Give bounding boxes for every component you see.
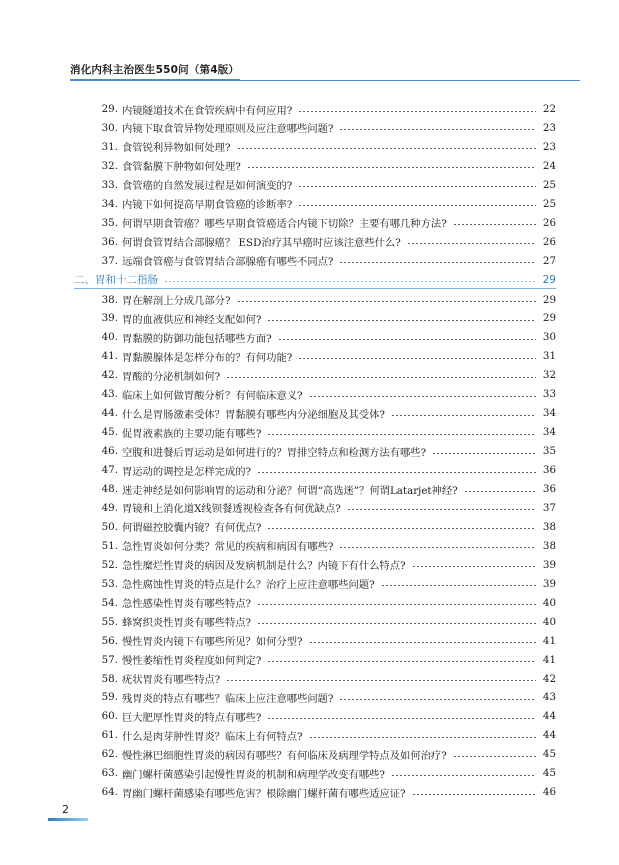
toc-leader-dots [298, 186, 536, 187]
toc-leader-dots [347, 509, 536, 510]
toc-entry-page: 44 [542, 729, 556, 742]
toc-entry-page: 36 [542, 483, 556, 495]
toc-leader-dots [267, 434, 536, 435]
toc-entry-number: 60. [101, 710, 118, 723]
toc-entry-title: 胃的血液供应和神经支配如何? [122, 313, 262, 326]
toc-entry-number: 36. [101, 235, 118, 248]
page-number: 2 [62, 803, 69, 816]
toc-entry-title: 巨大肥厚性胃炎的特点有哪些? [122, 711, 262, 724]
toc-entry-title: 何谓食管胃结合部腺癌？ ESD治疗其早癌时应该注意些什么? [122, 237, 401, 250]
toc-leader-dots [309, 396, 536, 397]
toc-entry-title: 食管癌的自然发展过程是如何演变的? [122, 180, 293, 193]
toc-entry-number: 45. [101, 426, 118, 439]
toc-leader-dots [391, 415, 536, 416]
toc-leader-dots [257, 604, 536, 605]
toc-entry-title: 临床上如何做胃酸分析？有何临床意义? [122, 389, 303, 402]
toc-entry[interactable] [88, 518, 556, 536]
toc-entry-number: 59. [101, 691, 118, 704]
toc-entry-title: 何谓早期食管癌？哪些早期食管癌适合内镜下切除？主要有哪几种方法? [122, 218, 447, 231]
toc-leader-dots [257, 472, 536, 473]
toc-entry-page: 26 [542, 235, 556, 248]
toc-leader-dots [267, 661, 536, 662]
toc-entry-number: 46. [101, 445, 118, 458]
toc-entry[interactable] [88, 366, 556, 384]
toc-entry-number: 62. [101, 748, 118, 761]
toc-entry-number: 41. [101, 350, 118, 363]
toc-entry-title: 胃酸的分泌机制如何? [122, 370, 221, 383]
toc-entry[interactable] [88, 707, 556, 725]
toc-entry-page: 39 [542, 577, 556, 590]
toc-entry-page: 44 [542, 710, 556, 723]
toc-entry-title: 促胃液素族的主要功能有哪些? [122, 427, 262, 440]
toc-leader-dots [278, 339, 536, 340]
toc-entry[interactable] [88, 119, 556, 137]
toc-entry[interactable] [88, 385, 556, 403]
toc-entry-page: 26 [542, 216, 556, 229]
toc-entry-number: 39. [101, 312, 118, 325]
toc-entry-page: 34 [542, 407, 556, 420]
toc-leader-dots [432, 453, 536, 454]
toc-entry-page: 31 [542, 350, 556, 363]
toc-entry-number: 34. [101, 197, 118, 210]
toc-entry-title: 胃镜和上消化道X线钡餐透视检查各有何优缺点? [122, 503, 341, 516]
toc-entry-title: 内镜隧道技术在食管疾病中有何应用? [122, 104, 293, 117]
toc-leader-dots [309, 737, 536, 738]
section-underline [74, 288, 556, 289]
section-title: 二、胃和十二指肠 [74, 274, 158, 287]
toc-entry-page: 29 [542, 312, 556, 325]
toc-entry-page: 34 [542, 426, 556, 439]
toc-entry[interactable] [88, 461, 556, 479]
toc-entry[interactable] [88, 291, 556, 309]
toc-entry[interactable] [88, 233, 556, 251]
toc-entry-title: 内镜下取食管异物处理原则及应注意哪些问题? [122, 123, 334, 136]
toc-entry[interactable] [88, 575, 556, 593]
toc-entry-page: 36 [542, 464, 556, 477]
toc-entry[interactable] [88, 157, 556, 175]
toc-entry-page: 41 [542, 634, 556, 647]
toc-entry-title: 疣状胃炎有哪些特点? [122, 674, 221, 686]
toc-entry[interactable] [88, 688, 556, 706]
section-page: 29 [542, 273, 556, 286]
toc-entry-page: 41 [542, 653, 556, 666]
toc-entry-number: 58. [101, 672, 118, 685]
toc-leader-dots [381, 585, 536, 586]
header-rule [70, 80, 580, 81]
toc-entry-page: 45 [542, 767, 556, 780]
toc-entry-page: 39 [542, 558, 556, 571]
toc-entry-number: 57. [101, 653, 118, 666]
toc-entry-page: 38 [542, 539, 556, 552]
toc-entry-title: 残胃炎的特点有哪些？临床上应注意哪些问题? [122, 692, 334, 705]
toc-entry-number: 55. [101, 615, 118, 628]
toc-entry-title: 慢性萎缩性胃炎程度如何判定? [122, 655, 262, 668]
toc-entry-page: 22 [542, 103, 556, 115]
toc-leader-dots [464, 491, 536, 492]
toc-entry-page: 25 [542, 197, 556, 210]
toc-entry-title: 幽门螺杆菌感染引起慢性胃炎的机制和病理学改变有哪些? [122, 768, 385, 781]
toc-leader-dots [267, 528, 536, 529]
toc-entry[interactable] [88, 347, 556, 365]
toc-leader-dots [412, 566, 536, 567]
toc-entry-number: 52. [101, 558, 118, 571]
toc-entry-number: 63. [101, 767, 118, 780]
toc-entry[interactable] [88, 764, 556, 782]
toc-entry[interactable] [88, 404, 556, 422]
toc-entry-number: 37. [101, 254, 118, 267]
toc-entry-page: 33 [542, 388, 556, 401]
toc-entry-page: 40 [542, 596, 556, 609]
toc-entry-page: 25 [542, 178, 556, 191]
toc-leader-dots [226, 377, 536, 378]
toc-leader-dots [247, 167, 536, 168]
toc-entry-page: 29 [542, 293, 556, 306]
toc-entry-title: 胃黏膜的防御功能包括哪些方面? [122, 332, 272, 345]
footer-accent-bar [48, 818, 88, 821]
toc-entry-title: 急性感染性胃炎有哪些特点? [122, 598, 252, 611]
toc-leader-dots [453, 756, 536, 757]
toc-entry[interactable] [88, 195, 556, 213]
toc-entry-number: 61. [101, 729, 118, 742]
toc-entry-page: 46 [542, 786, 556, 799]
toc-leader-dots [339, 547, 536, 548]
toc-leader-dots [226, 680, 536, 681]
toc-entry[interactable] [88, 745, 556, 763]
toc-leader-dots [257, 623, 536, 624]
toc-entry-number: 35. [101, 216, 118, 229]
toc-entry-number: 32. [101, 159, 118, 172]
toc-entry[interactable] [88, 651, 556, 669]
toc-entry[interactable] [88, 670, 556, 688]
toc-entry-page: 37 [542, 501, 556, 514]
toc-entry-number: 31. [101, 140, 118, 153]
toc-entry-title: 胃运动的调控是怎样完成的? [122, 465, 252, 478]
toc-entry[interactable] [88, 499, 556, 517]
toc-entry-number: 40. [101, 331, 118, 344]
toc-entry-page: 40 [542, 615, 556, 628]
toc-leader-dots [412, 794, 536, 795]
toc-entry-page: 23 [542, 140, 556, 153]
toc-entry-title: 急性腐蚀性胃炎的特点是什么？治疗上应注意哪些问题? [122, 579, 375, 592]
toc-entry-number: 56. [101, 634, 118, 647]
toc-entry[interactable] [88, 328, 556, 346]
toc-entry-title: 胃在解剖上分成几部分? [122, 295, 231, 307]
toc-leader-dots [453, 224, 536, 225]
toc-leader-dots [339, 262, 536, 263]
toc-entry-title: 食管黏膜下肿物如何处理? [122, 161, 241, 174]
toc-entry-title: 远端食管癌与食管胃结合部腺癌有哪些不同点? [122, 256, 334, 269]
toc-entry-page: 32 [542, 369, 556, 382]
toc-entry-page: 43 [542, 691, 556, 704]
toc-entry-number: 53. [101, 577, 118, 590]
toc-entry-title: 内镜下如何提高早期食管癌的诊断率? [122, 199, 293, 212]
toc-entry-number: 42. [101, 369, 118, 382]
toc-leader-dots [339, 699, 536, 700]
toc-entry-number: 29. [101, 103, 118, 115]
toc-entry[interactable] [88, 537, 556, 555]
toc-leader-dots [298, 205, 536, 206]
toc-entry-title: 胃幽门螺杆菌感染有哪些危害？根除幽门螺杆菌有哪些适应证? [122, 787, 406, 800]
toc-entry[interactable] [88, 594, 556, 612]
toc-entry[interactable] [88, 613, 556, 631]
toc-entry-title: 急性糜烂性胃炎的病因及发病机制是什么？内镜下有什么特点? [122, 560, 406, 573]
toc-entry-page: 45 [542, 748, 556, 761]
toc-entry-title: 慢性淋巴细胞性胃炎的病因有哪些？有何临床及病理学特点及如何治疗? [122, 749, 447, 762]
toc-entry-title: 迷走神经是如何影响胃的运动和分泌？何谓“高选迷”？何谓Latarjet神经? [122, 484, 458, 497]
toc-entry-page: 38 [542, 520, 556, 533]
toc-entry-title: 空腹和进餐后胃运动是如何进行的？胃排空特点和检测方法有哪些? [122, 446, 427, 459]
toc-leader-dots [391, 775, 536, 776]
toc-entry-page: 23 [542, 121, 556, 134]
toc-entry[interactable] [88, 138, 556, 156]
toc-leader-dots [237, 301, 537, 302]
toc-entry-page: 42 [542, 672, 556, 685]
toc-entry[interactable] [88, 176, 556, 194]
toc-entry-title: 何谓磁控胶囊内镜？有何优点? [122, 522, 262, 535]
toc-entry-title: 急性胃炎如何分类？常见的疾病和病因有哪些? [122, 541, 334, 554]
toc-entry-number: 51. [101, 539, 118, 552]
toc-entry[interactable] [88, 100, 556, 118]
toc-leader-dots [298, 358, 536, 359]
toc-entry-title: 慢性胃炎内镜下有哪些所见？如何分型? [122, 636, 303, 649]
toc-entry-number: 30. [101, 121, 118, 134]
toc-entry-title: 胃黏膜腺体是怎样分布的？有何功能? [122, 351, 293, 364]
running-header: 消化内科主治医生550问（第4版） [70, 64, 240, 76]
toc-entry-number: 43. [101, 388, 118, 401]
toc-entry[interactable] [88, 309, 556, 327]
toc-entry-title: 什么是胃肠激素受体？胃黏膜有哪些内分泌细胞及其受体? [122, 408, 385, 421]
toc-entry-page: 27 [542, 254, 556, 267]
toc-leader-dots [267, 718, 536, 719]
toc-leader-dots [237, 148, 537, 149]
toc-leader-dots [407, 243, 536, 244]
toc-entry[interactable] [88, 783, 556, 801]
toc-entry-page: 30 [542, 331, 556, 344]
toc-entry[interactable] [88, 423, 556, 441]
section-leader-dots [164, 281, 537, 282]
toc-leader-dots [267, 320, 536, 321]
toc-entry-number: 33. [101, 178, 118, 191]
toc-entry-number: 64. [101, 786, 118, 799]
toc-leader-dots [339, 129, 536, 130]
toc-entry[interactable] [88, 252, 556, 270]
toc-entry[interactable] [88, 442, 556, 460]
toc-entry-number: 50. [101, 520, 118, 533]
toc-entry-page: 24 [542, 159, 556, 172]
toc-entry-number: 38. [101, 293, 118, 306]
toc-entry[interactable] [88, 480, 556, 498]
toc-entry-number: 44. [101, 407, 118, 420]
toc-entry-number: 48. [101, 483, 118, 495]
toc-entry-page: 35 [542, 445, 556, 458]
toc-entry-title: 食管锐利异物如何处理? [122, 142, 231, 155]
toc-entry-title: 什么是肉芽肿性胃炎？临床上有何特点? [122, 730, 303, 743]
toc-entry-title: 蜂窝织炎性胃炎有哪些特点? [122, 617, 252, 630]
toc-entry-number: 54. [101, 596, 118, 609]
toc-entry-number: 49. [101, 501, 118, 514]
toc-entry[interactable] [88, 632, 556, 650]
toc-section-heading[interactable] [74, 271, 556, 289]
toc-entry-number: 47. [101, 464, 118, 477]
toc-leader-dots [298, 111, 536, 112]
toc-entry[interactable] [88, 726, 556, 744]
toc-entry[interactable] [88, 556, 556, 574]
toc-leader-dots [309, 642, 536, 643]
toc-entry[interactable] [88, 214, 556, 232]
